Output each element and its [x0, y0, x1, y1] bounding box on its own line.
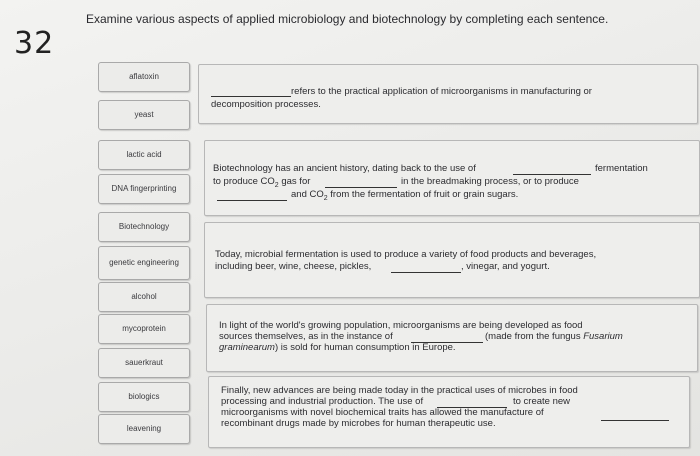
sentence-3-line-2-start: including beer, wine, cheese, pickles,	[215, 261, 372, 272]
sentence-box-3	[204, 222, 700, 298]
word-tile-alcohol[interactable]: alcohol	[98, 282, 190, 312]
sentence-box-4	[206, 304, 698, 372]
sentence-1-line-1: refers to the practical application of microorganisms in manufacturing or	[291, 86, 592, 97]
sentence-2-line-2-end: in the breadmaking process, or to produce	[401, 176, 579, 187]
blank-5-2[interactable]	[601, 420, 669, 421]
sentence-2-line-2-start: to produce $CO_2$ gas for	[213, 176, 311, 189]
word-tile-leavening[interactable]: leavening	[98, 414, 190, 444]
blank-2-1[interactable]	[513, 174, 591, 175]
sentence-3-line-2-end: , vinegar, and yogurt.	[461, 261, 550, 272]
word-tile-yeast[interactable]: yeast	[98, 100, 190, 130]
word-tile-dna-fingerprinting[interactable]: DNA fingerprinting	[98, 174, 190, 204]
blank-2-2[interactable]	[325, 187, 397, 188]
sentence-2-line-3: and $CO_2$ from the fermentation of fruit or grain sugars.	[291, 189, 519, 202]
sentence-4-line-2-end: (made from the fungus Fusarium	[485, 331, 623, 342]
sentence-5-line-3: microorganisms with novel biochemical traits has allowed the manufacture of	[221, 407, 544, 418]
word-tile-lactic-acid[interactable]: lactic acid	[98, 140, 190, 170]
sentence-box-1	[198, 64, 698, 124]
sentence-5-line-1: Finally, new advances are being made today in the practical uses of microbes in food	[221, 385, 578, 396]
word-tile-genetic-engineering[interactable]: genetic engineering	[98, 246, 190, 280]
sentence-2-line-1-start: Biotechnology has an ancient history, dating back to the use of	[213, 163, 476, 174]
blank-3-1[interactable]	[391, 272, 461, 273]
word-tile-sauerkraut[interactable]: sauerkraut	[98, 348, 190, 378]
sentence-3-line-1: Today, microbial fermentation is used to produce a variety of food products and beverages,	[215, 249, 597, 260]
blank-2-3[interactable]	[217, 200, 287, 201]
sentence-4-line-3: graminearum) is sold for human consumption in Europe.	[219, 342, 456, 353]
word-tile-biotechnology[interactable]: Biotechnology	[98, 212, 190, 242]
sentence-1-line-2: decomposition processes.	[211, 99, 321, 110]
sentence-4-line-1: In light of the world's growing population, microorganisms are being developed as food	[219, 320, 583, 331]
sentence-box-2	[204, 140, 700, 216]
sentence-5-line-2-end: to create new	[513, 396, 571, 407]
word-tile-mycoprotein[interactable]: mycoprotein	[98, 314, 190, 344]
sentence-box-5	[208, 376, 690, 448]
blank-1-1[interactable]	[211, 96, 291, 97]
instructions: Examine various aspects of applied microbiology and biotechnology by completing each sentence.	[86, 12, 609, 26]
word-tile-aflatoxin[interactable]: aflatoxin	[98, 62, 190, 92]
sentence-4-line-2-start: sources themselves, as in the instance of	[219, 331, 393, 342]
question-number: 32	[14, 26, 55, 61]
sentence-5-line-4: recombinant drugs made by microbes for human therapeutic use.	[221, 418, 496, 429]
word-tile-biologics[interactable]: biologics	[98, 382, 190, 412]
sentence-5-line-2-start: processing and industrial production. The use of	[221, 396, 424, 407]
sentence-2-line-1-end: fermentation	[595, 163, 648, 174]
